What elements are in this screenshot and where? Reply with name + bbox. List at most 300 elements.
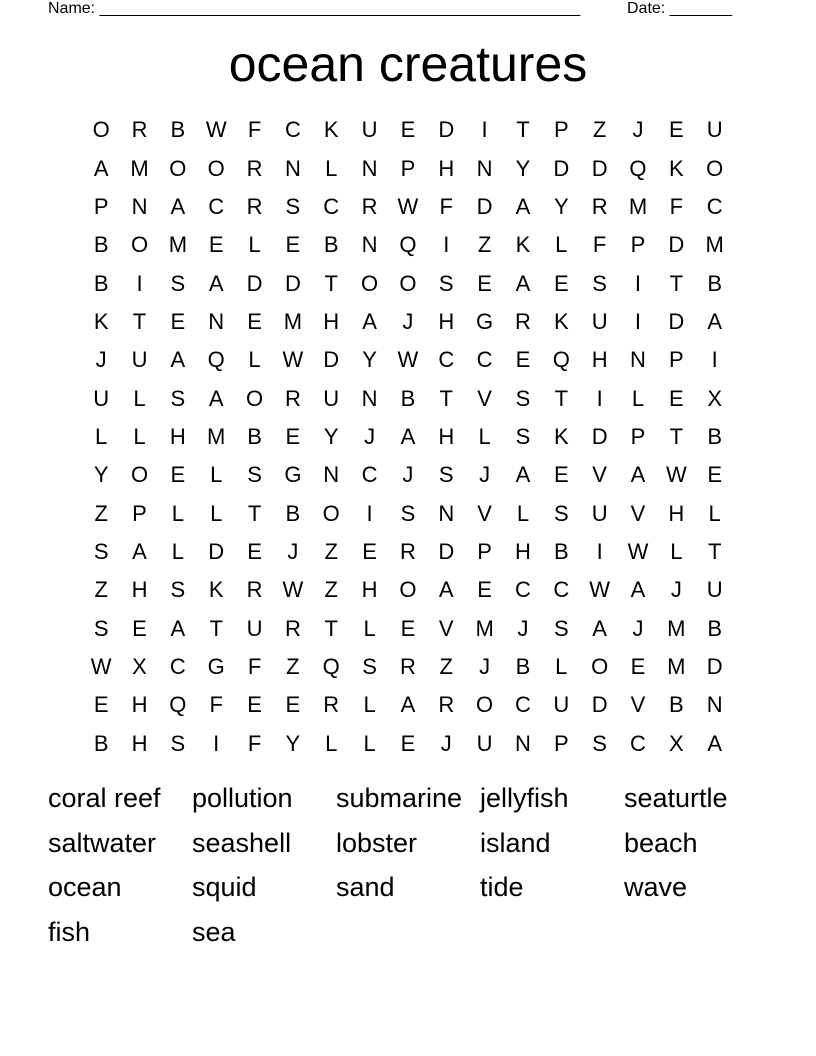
grid-letter: S [362, 653, 377, 679]
grid-letter: I [136, 270, 143, 296]
grid-letter: E [553, 270, 569, 296]
grid-letter: E [170, 462, 186, 488]
grid-letter: Y [285, 730, 301, 756]
grid-letter: R [591, 193, 608, 219]
grid-letter: Y [553, 193, 569, 219]
grid-letter: Q [169, 692, 187, 718]
grid-letter: T [209, 615, 223, 641]
grid-letter: A [208, 270, 224, 296]
grid-letter: D [553, 155, 570, 181]
grid-letter: Q [207, 347, 225, 373]
grid-letter: G [284, 462, 302, 488]
grid-letter: T [132, 308, 147, 334]
word-bank-item: saltwater [48, 827, 157, 858]
grid-letter: N [361, 385, 378, 411]
grid-letter: R [246, 193, 263, 219]
grid-letter: H [438, 308, 455, 334]
grid-letter: K [553, 308, 569, 334]
grid-row [82, 609, 734, 647]
grid-letter: R [323, 692, 340, 718]
grid-letter: A [630, 462, 646, 488]
grid-letter: I [366, 500, 373, 526]
grid-letter: H [438, 423, 455, 449]
grid-letter: A [592, 615, 607, 641]
grid-letter: A [362, 308, 377, 334]
word-bank-item: lobster [336, 827, 418, 858]
grid-letter: A [707, 308, 723, 334]
grid-letter: O [476, 692, 494, 718]
grid-letter: K [323, 117, 339, 143]
grid-letter: B [400, 385, 416, 411]
grid-letter: B [285, 500, 301, 526]
grid-letter: C [706, 193, 723, 219]
grid-letter: J [632, 615, 644, 641]
grid-letter: D [438, 117, 455, 143]
grid-letter: N [284, 155, 301, 181]
grid-letter: S [592, 730, 607, 756]
grid-letter: E [630, 653, 646, 679]
grid-letter: A [400, 692, 416, 718]
grid-letter: J [402, 462, 414, 488]
grid-letter: A [170, 615, 186, 641]
grid-row [82, 379, 734, 417]
word-bank [48, 776, 788, 955]
grid-letter: G [207, 653, 225, 679]
grid-letter: O [399, 270, 417, 296]
grid-letter: A [170, 193, 186, 219]
grid-letter: S [170, 577, 186, 603]
grid-letter: L [95, 423, 108, 449]
grid-letter: D [668, 308, 685, 334]
grid-letter: H [591, 347, 608, 373]
grid-letter: X [132, 653, 147, 679]
word-bank-item: sand [336, 872, 395, 903]
grid-letter: L [478, 423, 491, 449]
grid-letter: U [246, 615, 263, 641]
word-bank-item: jellyfish [480, 783, 569, 813]
grid-letter: X [668, 730, 684, 756]
grid-letter: U [591, 308, 608, 334]
grid-letter: N [361, 232, 378, 258]
grid-letter: T [707, 538, 722, 564]
grid-letter: G [476, 308, 494, 334]
grid-letter: M [168, 232, 188, 258]
grid-letter: U [706, 117, 723, 143]
grid-letter: E [93, 692, 109, 718]
grid-letter: P [630, 232, 646, 258]
grid-letter: V [477, 500, 492, 526]
grid-letter: O [169, 155, 187, 181]
grid-row [82, 648, 734, 686]
grid-letter: U [93, 385, 110, 411]
grid-letter: C [515, 692, 531, 718]
word-bank-item: submarine [336, 783, 463, 813]
grid-letter: Z [439, 653, 453, 679]
grid-letter: C [630, 730, 646, 756]
grid-letter: J [402, 308, 414, 334]
grid-letter: U [323, 385, 340, 411]
grid-letter: B [707, 270, 723, 296]
word-bank-item: beach [624, 827, 698, 858]
grid-row [82, 303, 734, 341]
grid-letter: P [132, 500, 147, 526]
grid-letter: V [477, 385, 492, 411]
grid-letter: S [93, 615, 109, 641]
grid-letter: J [287, 538, 299, 564]
grid-letter: C [323, 193, 340, 219]
word-search-grid [82, 111, 734, 763]
grid-letter: N [706, 692, 723, 718]
grid-letter: D [591, 423, 608, 449]
grid-row [82, 494, 734, 532]
grid-letter: L [248, 232, 261, 258]
grid-letter: S [285, 193, 301, 219]
grid-letter: K [668, 155, 684, 181]
grid-letter: B [93, 270, 109, 296]
grid-letter: R [131, 117, 148, 143]
grid-letter: V [630, 500, 646, 526]
grid-letter: F [669, 193, 684, 219]
grid-letter: L [708, 500, 721, 526]
grid-letter: T [324, 270, 338, 296]
grid-letter: B [323, 232, 339, 258]
grid-letter: D [284, 270, 301, 296]
grid-letter: F [439, 193, 453, 219]
grid-letter: D [323, 347, 340, 373]
word-bank-item: coral reef [48, 783, 161, 813]
grid-letter: O [207, 155, 225, 181]
grid-letter: O [130, 462, 149, 488]
grid-letter: B [247, 423, 262, 449]
grid-letter: S [553, 615, 569, 641]
grid-letter: S [592, 270, 607, 296]
grid-letter: N [438, 500, 455, 526]
grid-letter: E [668, 117, 684, 143]
grid-letter: E [362, 538, 377, 564]
grid-letter: Z [324, 577, 338, 603]
grid-row [82, 456, 734, 494]
grid-letter: R [515, 308, 531, 334]
grid-letter: E [170, 308, 186, 334]
grid-letter: T [669, 270, 684, 296]
grid-letter: J [670, 577, 682, 603]
grid-letter: C [284, 117, 301, 143]
grid-letter: E [247, 538, 262, 564]
grid-letter: T [439, 385, 453, 411]
word-bank-item: ocean [48, 872, 122, 903]
grid-letter: Z [94, 577, 108, 603]
grid-letter: H [438, 155, 455, 181]
grid-letter: H [169, 423, 186, 449]
grid-letter: E [707, 462, 723, 488]
grid-letter: H [361, 577, 378, 603]
grid-letter: L [363, 692, 376, 718]
word-bank-item: sea [192, 917, 236, 948]
grid-letter: I [596, 385, 603, 411]
grid-letter: D [438, 538, 455, 564]
grid-letter: W [90, 653, 112, 679]
grid-letter: A [438, 577, 454, 603]
grid-letter: V [592, 462, 607, 488]
grid-letter: C [438, 347, 455, 373]
grid-row [82, 111, 734, 149]
grid-letter: A [93, 155, 109, 181]
grid-letter: O [322, 500, 340, 526]
grid-letter: H [668, 500, 685, 526]
grid-letter: R [361, 193, 378, 219]
grid-letter: O [706, 155, 724, 181]
grid-letter: I [634, 308, 642, 334]
grid-letter: H [515, 538, 531, 564]
grid-row [82, 418, 734, 456]
grid-letter: A [515, 270, 531, 296]
grid-row [82, 725, 734, 763]
grid-letter: E [668, 385, 684, 411]
grid-letter: L [555, 232, 568, 258]
grid-letter: O [130, 232, 149, 258]
grid-letter: E [515, 347, 531, 373]
grid-letter: N [630, 347, 646, 373]
grid-letter: P [477, 538, 492, 564]
word-bank-item: fish [48, 917, 91, 948]
grid-letter: U [706, 577, 723, 603]
grid-letter: R [284, 385, 301, 411]
grid-letter: D [208, 538, 225, 564]
grid-letter: J [517, 615, 529, 641]
grid-letter: W [282, 347, 304, 373]
grid-letter: E [553, 462, 569, 488]
grid-letter: M [628, 193, 648, 219]
grid-letter: E [477, 577, 492, 603]
grid-letter: E [400, 117, 416, 143]
grid-letter: E [285, 692, 301, 718]
grid-letter: P [400, 155, 416, 181]
word-bank-item: squid [192, 872, 257, 903]
grid-letter: O [591, 653, 609, 679]
grid-letter: P [553, 730, 569, 756]
grid-letter: Z [592, 117, 607, 143]
grid-letter: R [438, 692, 455, 718]
grid-letter: A [707, 730, 723, 756]
grid-letter: L [210, 500, 223, 526]
grid-letter: Z [94, 500, 108, 526]
grid-letter: M [705, 232, 724, 258]
grid-letter: D [246, 270, 263, 296]
grid-letter: M [475, 615, 494, 641]
grid-letter: E [477, 270, 492, 296]
grid-letter: S [400, 500, 416, 526]
word-bank-item: tide [480, 872, 524, 903]
grid-letter: J [479, 462, 491, 488]
grid-letter: C [476, 347, 493, 373]
grid-letter: I [634, 270, 642, 296]
grid-letter: P [553, 117, 569, 143]
grid-letter: W [205, 117, 227, 143]
grid-letter: Z [324, 538, 338, 564]
grid-letter: Z [477, 232, 492, 258]
grid-letter: H [131, 730, 148, 756]
grid-row [82, 226, 734, 264]
grid-letter: Q [552, 347, 570, 373]
grid-letter: L [363, 730, 376, 756]
grid-letter: N [361, 155, 378, 181]
grid-letter: L [363, 615, 376, 641]
grid-letter: S [170, 270, 186, 296]
grid-letter: A [400, 423, 416, 449]
page-title: ocean creatures [228, 36, 588, 92]
grid-letter: F [247, 653, 262, 679]
grid-letter: R [399, 538, 416, 564]
grid-letter: C [169, 653, 186, 679]
grid-letter: Q [322, 653, 340, 679]
grid-letter: E [400, 730, 416, 756]
grid-letter: V [438, 615, 454, 641]
grid-letter: A [515, 462, 531, 488]
grid-row [82, 188, 734, 226]
grid-letter: T [669, 423, 684, 449]
grid-letter: U [476, 730, 493, 756]
grid-letter: S [93, 538, 109, 564]
grid-letter: B [170, 117, 186, 143]
grid-letter: R [399, 653, 416, 679]
name-field-label: Name: ______________________________________________________ [48, 0, 581, 17]
grid-letter: D [591, 155, 608, 181]
grid-letter: J [95, 347, 107, 373]
grid-letter: B [668, 692, 684, 718]
grid-letter: K [515, 232, 531, 258]
grid-letter: T [324, 615, 338, 641]
grid-letter: S [170, 730, 186, 756]
grid-letter: M [667, 615, 686, 641]
grid-letter: Q [399, 232, 417, 258]
grid-letter: F [592, 232, 607, 258]
grid-letter: K [93, 308, 109, 334]
grid-letter: M [283, 308, 303, 334]
grid-letter: C [361, 462, 378, 488]
grid-letter: I [481, 117, 488, 143]
grid-letter: C [553, 577, 570, 603]
grid-letter: E [400, 615, 416, 641]
grid-letter: I [443, 232, 450, 258]
grid-letter: B [93, 730, 109, 756]
grid-row [82, 264, 734, 302]
grid-letter: S [170, 385, 186, 411]
grid-letter: Y [515, 155, 531, 181]
grid-letter: Y [362, 347, 377, 373]
grid-letter: L [670, 538, 683, 564]
grid-letter: L [516, 500, 530, 526]
grid-letter: D [668, 232, 685, 258]
grid-letter: H [323, 308, 340, 334]
grid-letter: T [516, 117, 530, 143]
grid-letter: S [438, 462, 454, 488]
grid-letter: B [515, 653, 531, 679]
grid-letter: L [555, 653, 568, 679]
grid-letter: L [133, 385, 146, 411]
grid-letter: P [630, 423, 646, 449]
grid-letter: Y [93, 462, 109, 488]
grid-letter: P [93, 193, 109, 219]
grid-letter: S [247, 462, 262, 488]
grid-letter: U [553, 692, 570, 718]
grid-letter: E [285, 423, 301, 449]
grid-letter: O [245, 385, 264, 411]
grid-letter: L [325, 155, 338, 181]
grid-letter: S [515, 423, 531, 449]
date-field-label: Date: _______ [627, 0, 732, 17]
word-bank-item: pollution [192, 783, 293, 813]
grid-letter: N [208, 308, 225, 334]
word-bank-item: island [480, 827, 551, 858]
grid-letter: O [361, 270, 379, 296]
grid-letter: U [361, 117, 378, 143]
grid-letter: W [282, 577, 304, 603]
grid-row [82, 686, 734, 724]
grid-letter: B [93, 232, 109, 258]
grid-letter: B [707, 615, 723, 641]
grid-letter: Z [286, 653, 300, 679]
grid-letter: A [132, 538, 147, 564]
grid-letter: R [284, 615, 301, 641]
grid-letter: N [476, 155, 493, 181]
grid-letter: F [247, 730, 262, 756]
grid-row [82, 341, 734, 379]
grid-letter: B [553, 538, 569, 564]
grid-letter: T [247, 500, 262, 526]
grid-row [82, 149, 734, 187]
grid-row [82, 533, 734, 571]
grid-letter: I [711, 347, 718, 373]
grid-letter: B [707, 423, 723, 449]
grid-letter: W [397, 347, 419, 373]
word-bank-item: seaturtle [624, 783, 728, 813]
grid-letter: A [170, 347, 186, 373]
grid-letter: M [667, 653, 686, 679]
grid-letter: K [208, 577, 224, 603]
grid-letter: F [209, 692, 223, 718]
grid-letter: U [591, 500, 608, 526]
grid-letter: R [246, 577, 263, 603]
grid-letter: K [553, 423, 569, 449]
grid-letter: N [323, 462, 340, 488]
grid-letter: L [210, 462, 223, 488]
word-bank-item: seashell [192, 827, 292, 858]
grid-letter: E [247, 692, 262, 718]
word-bank-item: wave [624, 872, 688, 903]
grid-letter: Q [629, 155, 647, 181]
grid-letter: N [515, 730, 531, 756]
grid-letter: H [131, 577, 148, 603]
grid-letter: J [440, 730, 452, 756]
grid-letter: O [92, 117, 110, 143]
grid-letter: W [397, 193, 419, 219]
grid-letter: P [668, 347, 684, 373]
grid-letter: D [591, 692, 608, 718]
grid-letter: E [208, 232, 224, 258]
grid-letter: S [438, 270, 454, 296]
grid-letter: C [208, 193, 225, 219]
grid-letter: C [515, 577, 531, 603]
grid-letter: I [213, 730, 220, 756]
grid-letter: J [479, 653, 491, 679]
grid-letter: E [132, 615, 147, 641]
grid-letter: L [248, 347, 261, 373]
grid-letter: V [630, 692, 646, 718]
grid-letter: U [131, 347, 148, 373]
grid-letter: L [631, 385, 645, 411]
grid-letter: T [554, 385, 569, 411]
grid-row [82, 571, 734, 609]
